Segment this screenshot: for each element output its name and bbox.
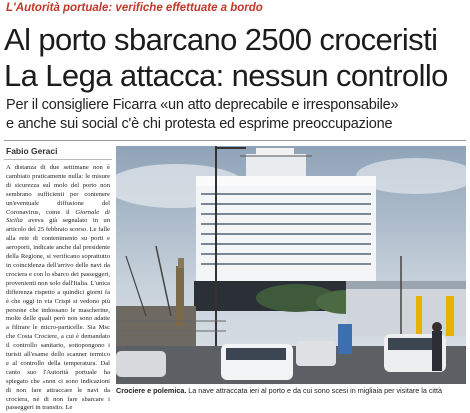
byline: Fabio Geraci — [6, 146, 58, 156]
caption-text: La nave attraccata ieri al porto e da cui sono scesi in migliaia per visitare la città — [186, 386, 442, 395]
header-divider — [4, 140, 466, 141]
caption-bold-lead: Crociere e polemica. — [116, 386, 187, 395]
body-text-start: A distanza di due settimane non è cambiato praticamente nulla: le misure di sicurezza sul molo del porto non sembrano sufficienti per contenere un'eventuale diffusione del Coronavirus, come il — [6, 164, 110, 216]
byline-divider — [4, 159, 112, 160]
subheadline-line-1: Per il consigliere Ficarra «un atto deprecabile e irresponsabile» — [6, 97, 399, 113]
body-text-newspaper-name: Giornale di Sicilia — [6, 208, 110, 225]
article-body — [6, 164, 110, 413]
article-kicker: L'Autorità portuale: verifiche effettuate a bordo — [6, 2, 263, 14]
headline-line-2: La Lega attacca: nessun controllo — [4, 58, 448, 93]
cruise-ship-photo — [116, 146, 466, 384]
photo-caption — [116, 386, 466, 395]
headline-line-1: Al porto sbarcano 2500 croceristi — [4, 22, 438, 57]
subheadline-line-2: e anche sui social c'è chi protesta ed esprime preoccupazione — [6, 116, 393, 132]
body-text-rest: aveva già segnalato in un articolo del 25 febbraio scorso. Le falle alla rete di contenimento su porti e aeroporti, indicate anche dal presidente della Regione, si verificano soprattutto in coincidenza dell'arrivo delle navi da crociera e con lo sbarco dei passeggeri, provenienti non solo dall'Italia. L'unica differenza rispetto a quindici giorni fa è che oggi in via Crispi si vedono più persone che indossano le mascherine, molte delle quali però non sono adatte a filtrare le micro-particelle. Sia Msc che Costa Crociere, a cui è demandato il controllo sanitario, sottopongono i turisti all'esame dello scanner termico e al controllo della temperatura. Dal canto suo l'Autorità portuale ha spiegato che «non ci sono indicazioni di non fare attraccare le navi da crociera, né di non fare sbarcare i passeggeri in transito. Le — [6, 217, 110, 412]
